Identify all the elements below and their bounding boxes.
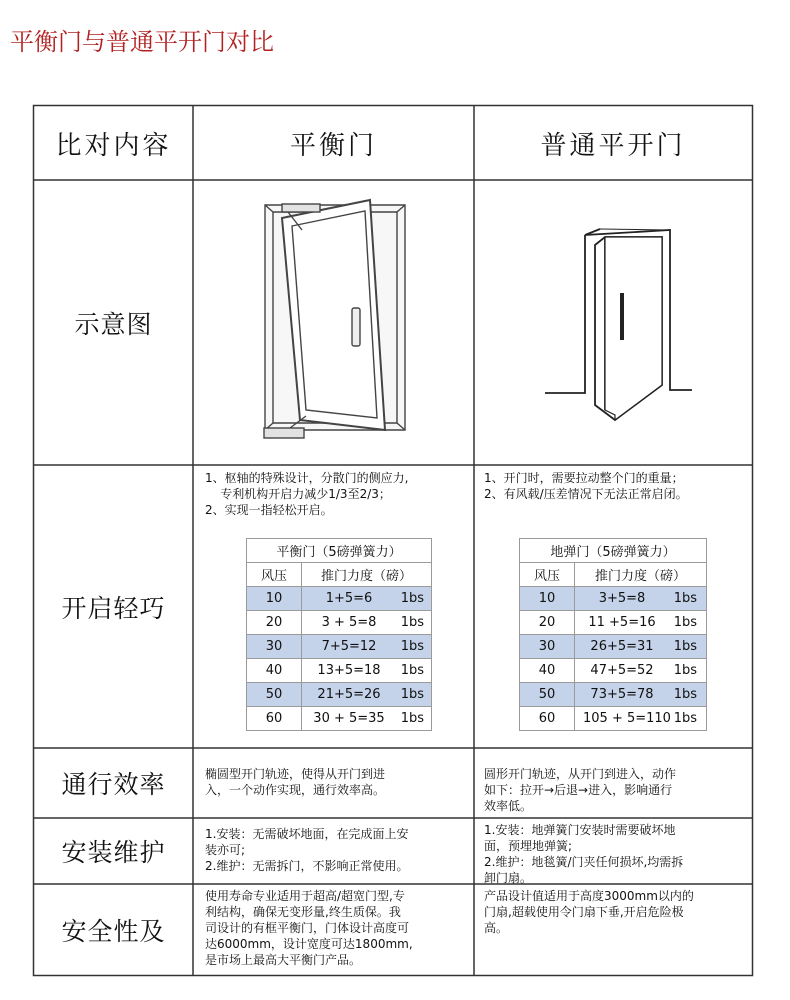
balance-door-illustration xyxy=(240,190,420,455)
force-value: 3 + 5=8 xyxy=(321,615,377,630)
table-row xyxy=(520,659,707,683)
force-value: 3+5=8 xyxy=(598,591,646,606)
force-value: 13+5=18 xyxy=(317,663,381,678)
table-caption: 平衡门（5磅弹簧力） xyxy=(247,539,432,563)
text-line: 入，一个动作实现，通行效率高。 xyxy=(205,783,386,797)
table-row xyxy=(520,683,707,707)
unit-label: 1bs xyxy=(673,615,697,630)
text-line: 面，预埋地弹簧; xyxy=(484,839,573,853)
text-line: 2.维护：无需拆门，不影响正常使用。 xyxy=(205,859,409,873)
normal-efficiency-text xyxy=(484,766,749,814)
text-line: 效率低。 xyxy=(484,799,533,813)
table-caption: 地弹门（5磅弹簧力） xyxy=(520,539,707,563)
balance-safety-text xyxy=(205,888,470,968)
force-value: 1+5=6 xyxy=(325,591,373,606)
force-value: 7+5=12 xyxy=(321,639,377,654)
text-line: 卸门扇。 xyxy=(484,871,533,885)
pressure-cell: 10 xyxy=(520,587,575,611)
normal-install-text xyxy=(484,822,749,886)
text-line: 2.维护：地毯簧/门夹任何损坏,均需拆 xyxy=(484,855,684,869)
pressure-cell: 60 xyxy=(247,707,302,731)
page-title: 平衡门与普通平开门对比 xyxy=(10,28,274,56)
text-line: 椭圆型开门轨迹，使得从开门到进 xyxy=(205,767,386,781)
normal-force-table xyxy=(519,538,707,731)
row-label-ease: 开启轻巧 xyxy=(61,593,166,623)
pressure-cell: 30 xyxy=(520,635,575,659)
header-normal-door: 普通平开门 xyxy=(540,130,686,161)
table-row xyxy=(520,611,707,635)
pressure-cell: 30 xyxy=(247,635,302,659)
column-header: 推门力度（磅） xyxy=(302,563,432,587)
table-row xyxy=(247,683,432,707)
text-line: 如下：拉开→后退→进入，影响通行 xyxy=(484,783,673,797)
table-row xyxy=(520,635,707,659)
text-line: 司设计的有框平衡门，门体设计高度可 xyxy=(205,921,410,935)
balance-install-text xyxy=(205,826,470,874)
text-line: 装亦可; xyxy=(205,843,246,857)
force-value: 47+5=52 xyxy=(590,663,654,678)
text-line: 1、开门时，需要拉动整个门的重量； xyxy=(484,471,684,485)
table-row xyxy=(520,587,707,611)
normal-door-illustration xyxy=(540,215,700,430)
unit-label: 1bs xyxy=(673,711,697,726)
row-label-safety: 安全性及 xyxy=(61,917,166,946)
text-line: 是市场上最高大平衡门产品。 xyxy=(205,953,362,967)
unit-label: 1bs xyxy=(400,615,424,630)
unit-label: 1bs xyxy=(673,591,697,606)
balance-ease-text xyxy=(205,470,470,518)
pressure-cell: 60 xyxy=(520,707,575,731)
pressure-cell: 20 xyxy=(247,611,302,635)
unit-label: 1bs xyxy=(673,639,697,654)
table-row xyxy=(247,659,432,683)
balance-force-table xyxy=(246,538,432,731)
row-label-efficiency: 通行效率 xyxy=(61,770,166,799)
text-line: 达6000mm，设计宽度可达1800mm, xyxy=(205,937,413,951)
column-header: 风压 xyxy=(520,563,575,587)
text-line: 专利机构开启力减少1/3至2/3； xyxy=(205,487,391,501)
force-value: 21+5=26 xyxy=(317,687,381,702)
row-label-install: 安装维护 xyxy=(61,838,166,867)
text-line: 2、实现一指轻松开启。 xyxy=(205,503,333,517)
table-row xyxy=(247,587,432,611)
text-line: 高。 xyxy=(484,921,509,935)
balance-efficiency-text xyxy=(205,766,470,798)
table-row xyxy=(247,707,432,731)
normal-ease-text xyxy=(484,470,749,502)
text-line: 1、枢轴的特殊设计，分散门的侧应力, xyxy=(205,471,409,485)
force-value: 26+5=31 xyxy=(590,639,654,654)
pressure-cell: 40 xyxy=(520,659,575,683)
unit-label: 1bs xyxy=(400,687,424,702)
text-line: 利结构，确保无变形量,终生质保。我 xyxy=(205,905,401,919)
normal-safety-text xyxy=(484,888,749,936)
text-line: 产品设计值适用于高度3000mm以内的 xyxy=(484,889,694,903)
text-line: 使用寿命专业适用于超高/超宽门型,专 xyxy=(205,889,405,903)
pressure-cell: 40 xyxy=(247,659,302,683)
text-line: 门扇,超载使用令门扇下垂,开启危险极 xyxy=(484,905,684,919)
pressure-cell: 50 xyxy=(520,683,575,707)
row-label-diagram: 示意图 xyxy=(74,309,153,339)
unit-label: 1bs xyxy=(400,639,424,654)
unit-label: 1bs xyxy=(673,687,697,702)
force-value: 11 +5=16 xyxy=(588,615,656,630)
force-value: 105 + 5=110 xyxy=(583,711,671,726)
column-header: 推门力度（磅） xyxy=(575,563,707,587)
text-line: 1.安装：地弹簧门安装时需要破坏地 xyxy=(484,823,676,837)
pressure-cell: 50 xyxy=(247,683,302,707)
text-line: 2、有风载/压差情况下无法正常启闭。 xyxy=(484,487,688,501)
pressure-cell: 10 xyxy=(247,587,302,611)
header-balance-door: 平衡门 xyxy=(289,130,377,161)
table-row xyxy=(520,707,707,731)
column-header: 风压 xyxy=(247,563,302,587)
table-row xyxy=(247,611,432,635)
pressure-cell: 20 xyxy=(520,611,575,635)
header-compare-content: 比对内容 xyxy=(55,130,172,161)
unit-label: 1bs xyxy=(400,663,424,678)
unit-label: 1bs xyxy=(400,591,424,606)
text-line: 圆形开门轨迹，从开门到进入，动作 xyxy=(484,767,677,781)
table-row xyxy=(247,635,432,659)
unit-label: 1bs xyxy=(673,663,697,678)
text-line: 1.安装：无需破坏地面，在完成面上安 xyxy=(205,827,409,841)
force-value: 30 + 5=35 xyxy=(313,711,385,726)
force-value: 73+5=78 xyxy=(590,687,654,702)
unit-label: 1bs xyxy=(400,711,424,726)
